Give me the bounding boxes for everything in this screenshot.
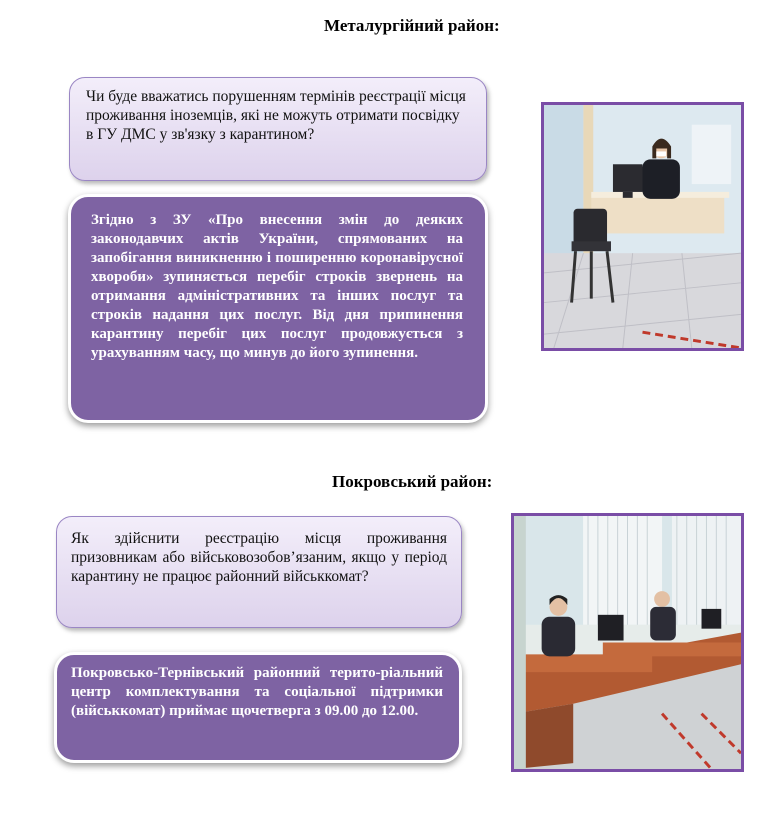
answer-text: Покровсько-Тернівський районний терито-ріальний центр комплектування та соціальної підтримки (військкомат) приймає щочетверга з 09.00 до 12.00. <box>71 665 443 719</box>
answer-box-pokrovskyi <box>54 652 462 763</box>
section-heading-pokrovskyi: Покровський район: <box>332 472 493 491</box>
question-text: Як здійснити реєстрацію місця проживання призовникам або військовозобов’язаним, якщо у період карантину не працює районний військкомат? <box>71 530 447 585</box>
answer-box-metalurhiinyi <box>68 194 488 423</box>
question-text: Чи буде вважатись порушенням термінів реєстрації місця проживання іноземців, які не можуть отримати посвідку в ГУ ДМС у зв'язку з карантином? <box>86 88 466 143</box>
answer-text: Згідно з ЗУ «Про внесення змін до деяких законодавчих актів України, спрямованих на запобігання виникненню і поширенню коронавірусної хвороби» зупиняється перебіг строків звернень на отримання адміністративних та інших послуг та строків надання цих послуг. Від дня припинення карантину перебіг цих послуг продовжується з урахуванням часу, що минув до його зупинення. <box>91 212 463 361</box>
office-photo-pokrovskyi <box>511 513 744 772</box>
question-box-pokrovskyi <box>56 516 462 628</box>
office-photo-metalurhiinyi <box>541 102 744 351</box>
question-box-metalurhiinyi <box>69 77 487 181</box>
section-heading-metalurhiinyi: Металургійний район: <box>324 16 500 35</box>
